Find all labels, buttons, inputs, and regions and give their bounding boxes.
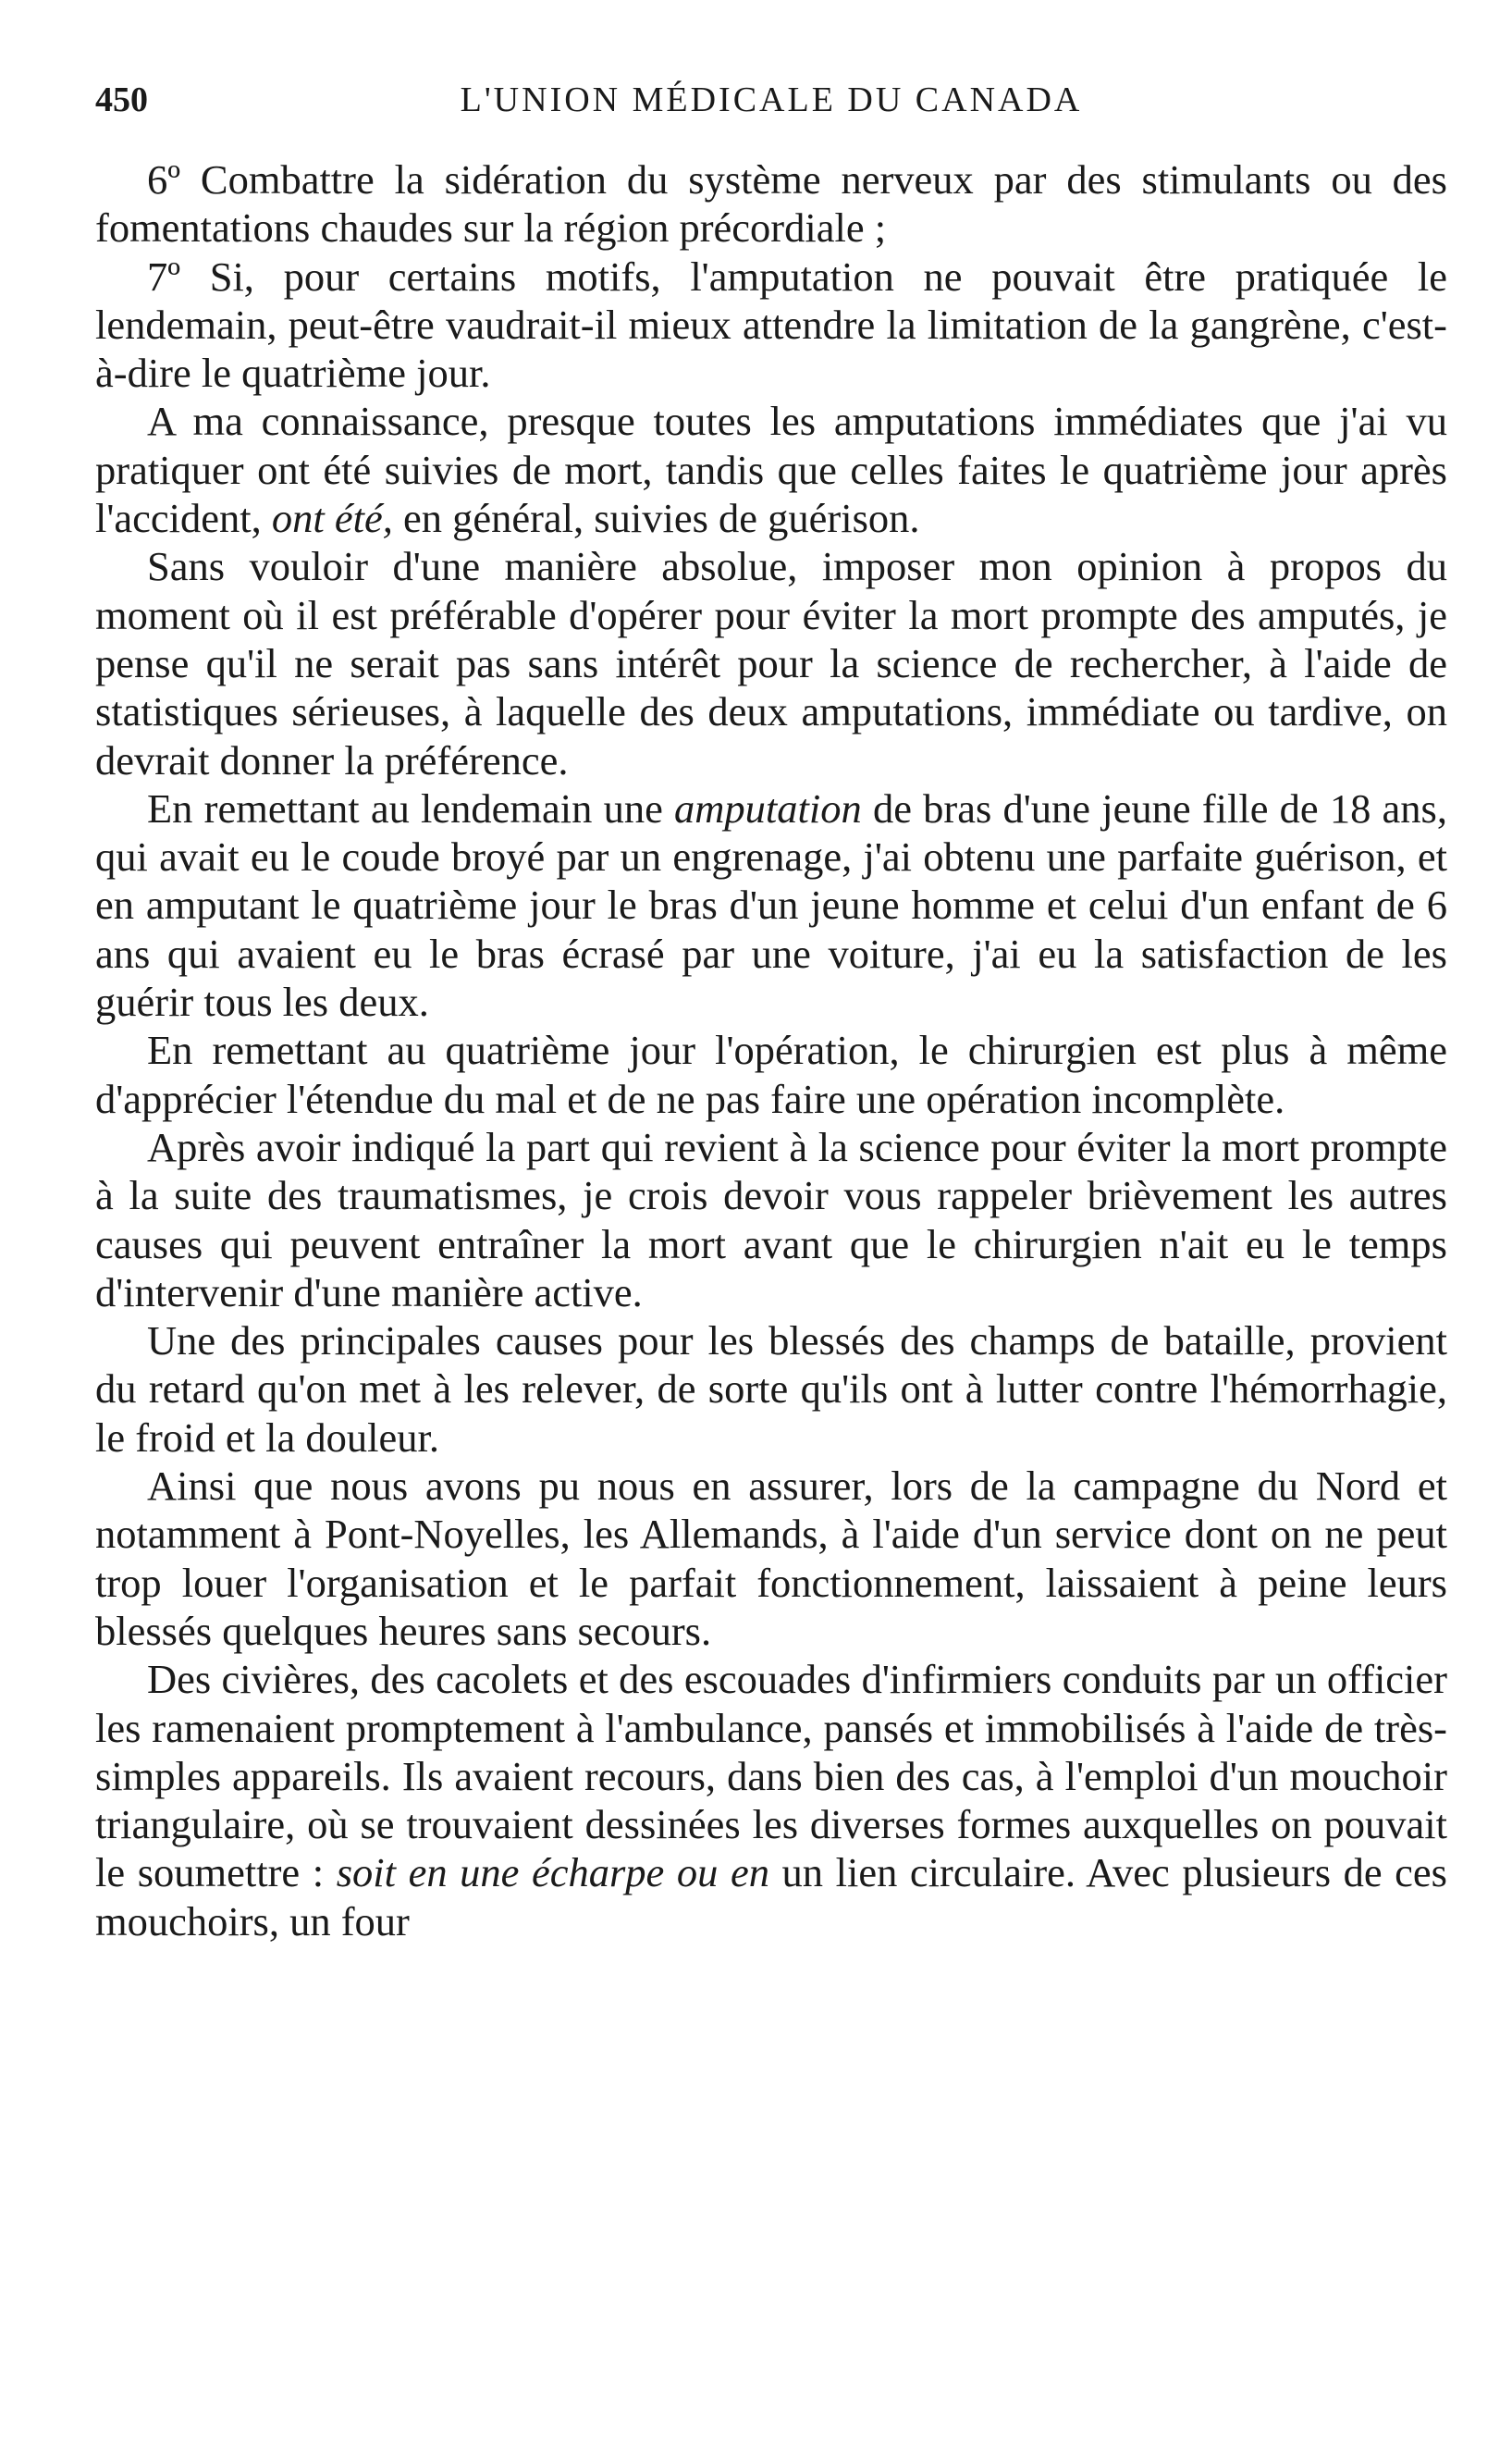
paragraph-7: Après avoir indiqué la part qui revient à la science pour éviter la mort prompte à la suite des traumatismes, je crois devoir vous rappeler brièvement les autres causes qui peuvent entraîner la mort avant que le chirurgien n'ait eu le temps d'intervenir d'une manière active. xyxy=(95,1123,1447,1315)
paragraph-10-text-end: un lien circulaire. Avec plusieurs de ces mouchoirs, un four xyxy=(95,1849,1447,1944)
paragraph-3-text-end: en général, suivies de guérison. xyxy=(392,495,920,542)
article-body xyxy=(95,155,1447,1945)
paragraph-4: Sans vouloir d'une manière absolue, imposer mon opinion à propos du moment où il est préférable d'opérer pour éviter la mort prompte des amputés, je pense qu'il ne serait pas sans intérêt pour la science de rechercher, à l'aide de statistiques sérieuses, à laquelle des deux amputations, immédiate ou tardive, on devrait donner la préférence. xyxy=(95,543,1447,784)
page-number: 450 xyxy=(95,80,148,119)
paragraph-6: En remettant au quatrième jour l'opération, le chirurgien est plus à même d'apprécier l'étendue du mal et de ne pas faire une opération incomplète. xyxy=(95,1027,1447,1122)
paragraph-3 xyxy=(95,397,1447,542)
paragraph-5-text-end: de bras d'une jeune fille de 18 ans, qui avait eu le coude broyé par un engrenage, j'ai obtenu une parfaite guérison, et en amputant le quatrième jour le bras d'un jeune homme et celui d'un enfant de 6 ans qui avaient eu le bras écrasé par une voiture, j'ai eu la satisfaction de les guérir tous les deux. xyxy=(95,784,1447,1026)
paragraph-10-italic: soit en une écharpe ou en xyxy=(336,1849,769,1896)
journal-title: L'UNION MÉDICALE DU CANADA xyxy=(460,80,1083,119)
paragraph-5-italic: amputation xyxy=(674,784,862,832)
running-head xyxy=(95,72,1447,128)
paragraph-9: Ainsi que nous avons pu nous en assurer, lors de la campagne du Nord et notamment à Pont-Noyelles, les Allemands, à l'aide d'un service dont on ne peut trop louer l'organisation et le parfait fonctionnement, laissaient à peine leurs blessés quelques heures sans secours. xyxy=(95,1463,1447,1654)
paragraph-1: 6º Combattre la sidération du système nerveux par des stimulants ou des fomentations chaudes sur la région précordiale ; xyxy=(95,156,1447,252)
paragraph-3-italic: ont été, xyxy=(271,495,393,542)
paragraph-3-text: A ma connaissance, presque toutes les amputations immédiates que j'ai vu pratiquer ont été suivies de mort, tandis que celles faites le quatrième jour après l'accident, xyxy=(95,398,1447,542)
page xyxy=(95,72,1447,1945)
paragraph-8: Une des principales causes pour les blessés des champs de bataille, provient du retard qu'on met à les relever, de sorte qu'ils ont à lutter contre l'hémorrhagie, le froid et la douleur. xyxy=(95,1317,1447,1461)
paragraph-5 xyxy=(95,784,1447,1026)
paragraph-2: 7º Si, pour certains motifs, l'amputation ne pouvait être pratiquée le lendemain, peut-être vaudrait-il mieux attendre la limitation de la gangrène, c'est-à-dire le quatrième jour. xyxy=(95,253,1447,397)
paragraph-5-text: En remettant au lendemain une xyxy=(147,784,675,832)
paragraph-10-text: Des civières, des cacolets et des escouades d'infirmiers conduits par un officier les ramenaient promptement à l'ambulance, pansés et immobilisés à l'aide de très-simples appareils. Ils avaient recours, dans bien des cas, à l'emploi d'un mouchoir triangulaire, où se trouvaient dessinées les diverses formes auxquelles on pouvait le soumettre : xyxy=(95,1656,1447,1896)
paragraph-10 xyxy=(95,1655,1447,1945)
